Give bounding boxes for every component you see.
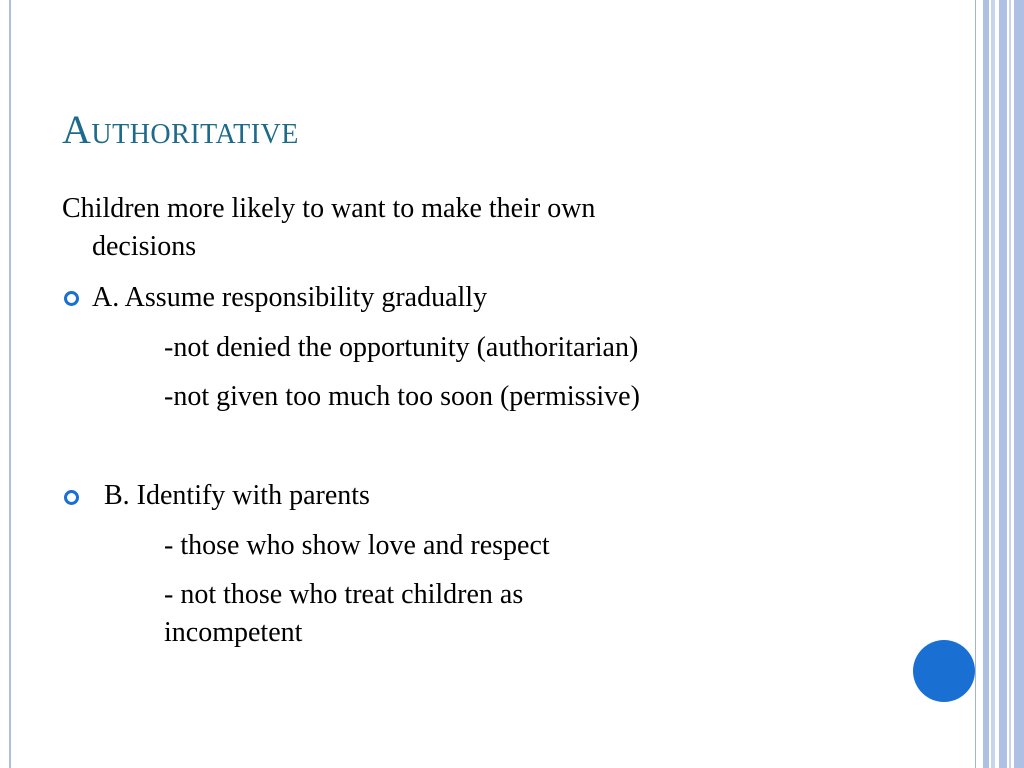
ring-bullet-icon <box>64 490 79 505</box>
right-border-stripe <box>983 0 989 768</box>
point-a-subpoint-2: -not given too much too soon (permissive) <box>164 381 640 412</box>
slide-title: Authoritative <box>62 107 299 152</box>
point-b-subpoint-1: - those who show love and respect <box>164 530 550 561</box>
point-a-label: A. Assume responsibility gradually <box>92 282 488 313</box>
point-b-label: B. Identify with parents <box>104 480 370 511</box>
right-border-stripe <box>975 0 976 768</box>
intro-text-line-2: decisions <box>92 231 197 262</box>
right-border-stripe <box>999 0 1007 768</box>
right-border-stripe <box>1014 0 1024 768</box>
decorative-circle-icon <box>913 640 975 702</box>
left-border-line <box>9 0 11 768</box>
point-b-subpoint-2-line-1: - not those who treat children as <box>164 579 524 610</box>
intro-text-line-1: Children more likely to want to make their own <box>62 193 596 224</box>
point-b-subpoint-2-line-2: incompetent <box>164 617 303 648</box>
right-border-stripe <box>1009 0 1011 768</box>
ring-bullet-icon <box>64 291 79 306</box>
point-a-subpoint-1: -not denied the opportunity (authoritarian) <box>164 332 639 363</box>
right-border-stripe <box>991 0 995 768</box>
